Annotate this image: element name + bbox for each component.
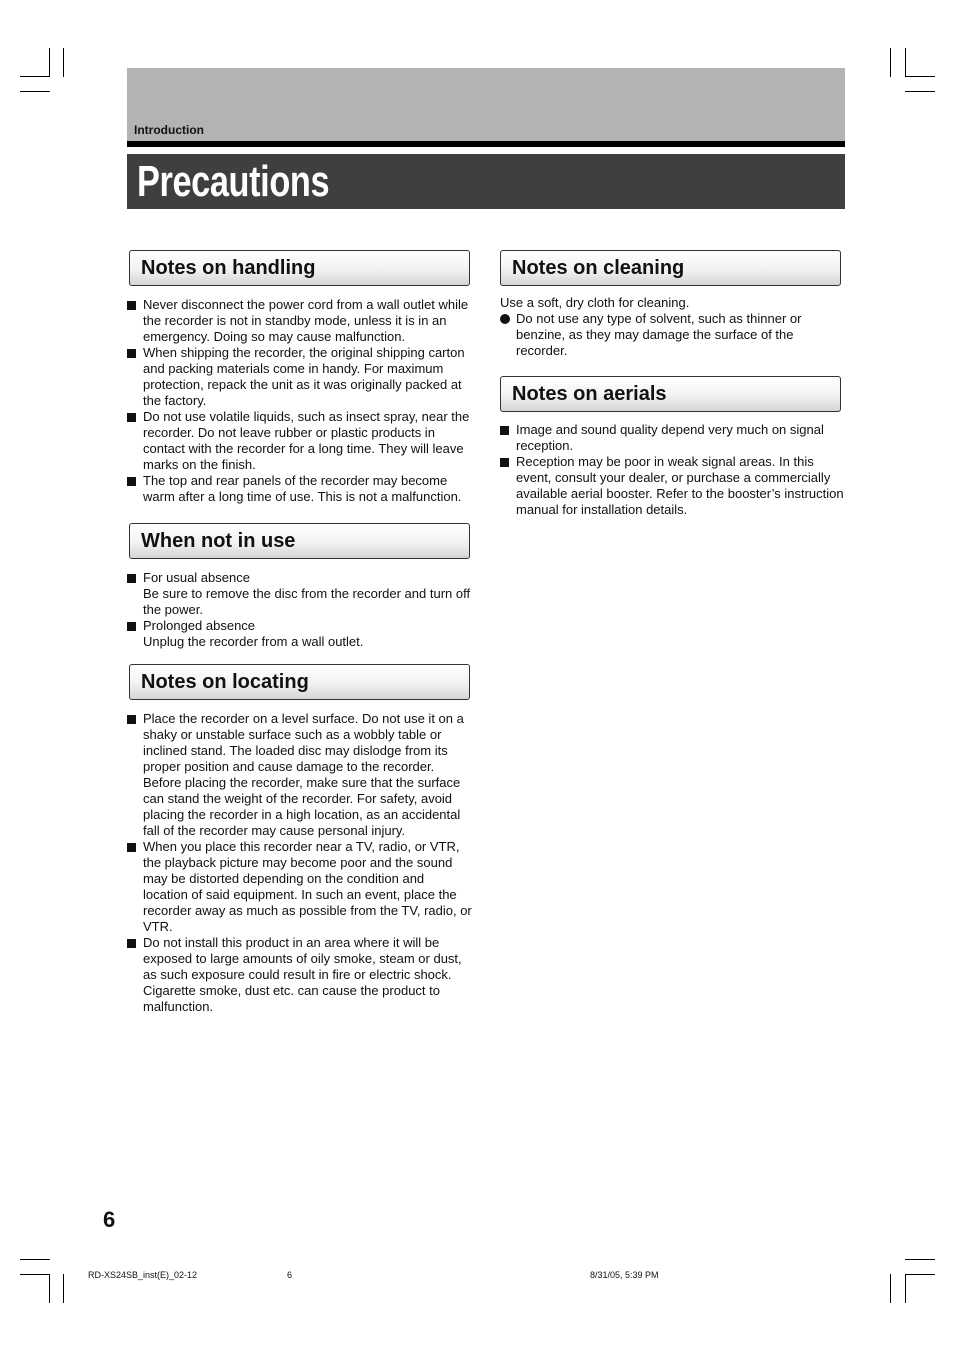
crop-mark (49, 1274, 50, 1303)
crop-mark (20, 1259, 50, 1260)
list-item: Do not use any type of solvent, such as thinner or benzine, as they may damage the surface of the recorder. (500, 311, 845, 359)
crop-mark (905, 91, 935, 92)
list-item: The top and rear panels of the recorder may become warm after a long time of use. This is not a malfunction. (127, 473, 472, 505)
crop-mark (63, 1274, 64, 1303)
list-item: Reception may be poor in weak signal areas. In this event, consult your dealer, or purchase a commercially available aerial booster. Refer to the booster’s instruction manual for installation details. (500, 454, 845, 518)
list-item: When shipping the recorder, the original shipping carton and packing materials come in handy. For maximum protection, repack the unit as it was originally packed at the factory. (127, 345, 472, 409)
header-band (127, 68, 845, 142)
crop-mark (905, 1274, 935, 1275)
list-item-title: Prolonged absence (143, 618, 256, 633)
list-item: When you place this recorder near a TV, radio, or VTR, the playback picture may become poor and the sound may be distorted depending on the condition and location of said equipment. In such an event, place the recorder away as much as possible from the TV, radio, or VTR. (127, 839, 472, 935)
list-item-text: Unplug the recorder from a wall outlet. (143, 634, 364, 649)
list-item (127, 570, 472, 618)
list-item-text: Be sure to remove the disc from the recorder and turn off the power. (143, 586, 471, 617)
crop-mark (890, 1274, 891, 1303)
crop-mark (905, 76, 935, 77)
aerials-list (500, 422, 845, 518)
list-item (127, 618, 472, 650)
list-item: Do not install this product in an area where it will be exposed to large amounts of oily smoke, steam or dust, as such exposure could result in fire or electric shock. Cigarette smoke, dust etc. can cause the product to malfunction. (127, 935, 472, 1015)
heading-box-aerials (500, 376, 841, 412)
heading-box-handling (129, 250, 470, 286)
footer-timestamp: 8/31/05, 5:39 PM (590, 1270, 659, 1280)
crop-mark (20, 1274, 50, 1275)
title-bar (127, 154, 845, 209)
section-label: Introduction (134, 123, 204, 137)
list-item-title: For usual absence (143, 570, 250, 585)
crop-mark (905, 1259, 935, 1260)
heading-not-in-use: When not in use (141, 530, 296, 552)
crop-mark (49, 48, 50, 77)
heading-handling: Notes on handling (141, 257, 316, 279)
left-column (127, 250, 472, 1015)
footer-file-name: RD-XS24SB_inst(E)_02-12 (88, 1270, 198, 1280)
crop-mark (20, 76, 50, 77)
heading-box-cleaning (500, 250, 841, 286)
heading-box-not-in-use (129, 523, 470, 559)
crop-mark (63, 48, 64, 77)
list-item: Image and sound quality depend very much on signal reception. (500, 422, 845, 454)
locating-list (127, 711, 472, 1015)
page-number: 6 (103, 1207, 116, 1232)
cleaning-list (500, 311, 845, 359)
right-column (500, 250, 845, 518)
heading-cleaning: Notes on cleaning (512, 257, 685, 279)
page-title: Precautions (137, 157, 330, 206)
handling-list (127, 297, 472, 505)
heading-box-locating (129, 664, 470, 700)
list-item: Do not use volatile liquids, such as insect spray, near the recorder. Do not leave rubber or plastic products in contact with the recorder for a long time. They will leave marks on the finish. (127, 409, 472, 473)
footer-page: 6 (287, 1270, 293, 1280)
heading-locating: Notes on locating (141, 671, 309, 693)
cleaning-intro: Use a soft, dry cloth for cleaning. (500, 295, 690, 310)
crop-mark (20, 91, 50, 92)
not-in-use-list (127, 570, 472, 650)
list-item: Never disconnect the power cord from a wall outlet while the recorder is not in standby mode, unless it is in an emergency. Doing so may cause malfunction. (127, 297, 472, 345)
list-item: Place the recorder on a level surface. Do not use it on a shaky or unstable surface such as a wobbly table or inclined stand. The loaded disc may dislodge from its proper position and cause damage to the recorder. Before placing the recorder, make sure that the surface can stand the weight of the recorder. For safety, avoid placing the recorder in a high location, as an accidental fall of the recorder may cause personal injury. (127, 711, 472, 839)
heading-aerials: Notes on aerials (512, 383, 667, 405)
crop-mark (905, 48, 906, 77)
header-rule (127, 141, 845, 147)
crop-mark (905, 1274, 906, 1303)
crop-mark (890, 48, 891, 77)
